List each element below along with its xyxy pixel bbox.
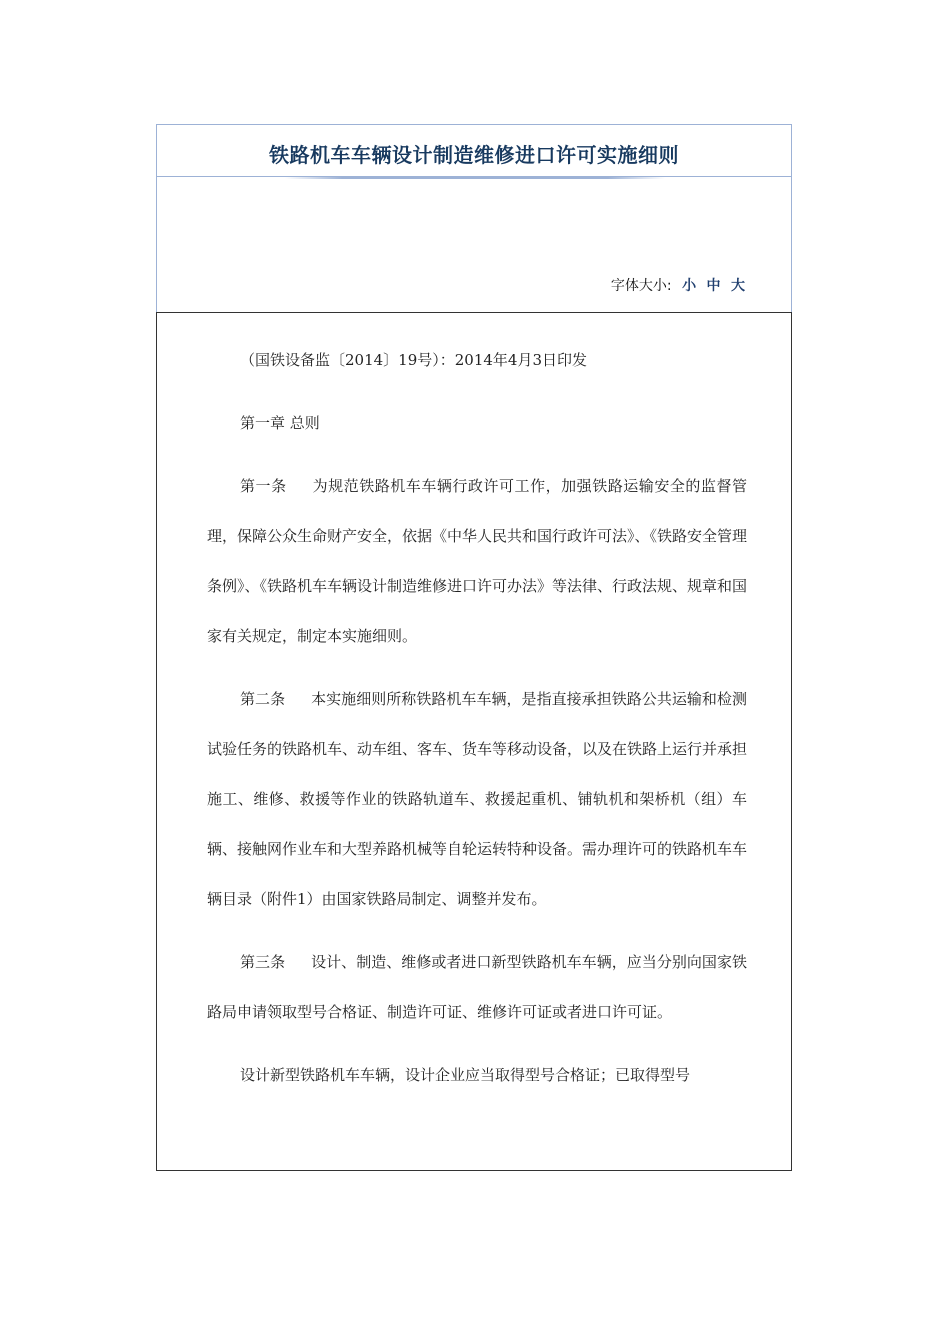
article-3-number: 第三条 — [240, 953, 286, 971]
article-2-text: 本实施细则所称铁路机车车辆，是指直接承担铁路公共运输和检测试验任务的铁路机车、动车组、客车、货车等移动设备，以及在铁路上运行并承担施工、维修、救援等作业的铁路轨道车、救援起重机、铺轨机和架桥机（组）车辆、接触网作业车和大型养路机械等自轮运转特种设备。需办理许可的铁路机车车辆目录（附件1）由国家铁路局制定、调整并发布。 — [207, 690, 748, 908]
title-row — [157, 125, 791, 177]
chapter-heading: 第一章 总则 — [240, 414, 320, 432]
article-1 — [207, 461, 747, 661]
issue-line: （国铁设备监〔2014〕19号）：2014年4月3日印发 — [240, 351, 588, 369]
article-3 — [207, 937, 747, 1037]
article-1-text: 为规范铁路机车车辆行政许可工作，加强铁路运输安全的监督管理，保障公众生命财产安全，依据《中华人民共和国行政许可法》、《铁路安全管理条例》、《铁路机车车辆设计制造维修进口许可办法》等法律、行政法规、规章和国家有关规定，制定本实施细则。 — [207, 477, 748, 645]
document-header — [156, 124, 792, 312]
article-2 — [207, 674, 747, 924]
font-size-small-link[interactable]: 小 — [682, 278, 697, 294]
paragraph-design: 设计新型铁路机车车辆，设计企业应当取得型号合格证；已取得型号 — [240, 1066, 691, 1084]
font-size-medium-link[interactable]: 中 — [706, 278, 721, 294]
article-3-text: 设计、制造、维修或者进口新型铁路机车车辆，应当分别向国家铁路局申请领取型号合格证、制造许可证、维修许可证或者进口许可证。 — [207, 953, 747, 1021]
font-size-switcher — [611, 275, 745, 295]
font-size-large-link[interactable]: 大 — [731, 278, 745, 294]
title-underline — [285, 177, 665, 179]
font-size-label: 字体大小: — [610, 278, 672, 294]
document-title: 铁路机车车辆设计制造维修进口许可实施细则 — [269, 143, 679, 167]
document-content — [207, 335, 747, 1113]
document-body[interactable] — [156, 312, 792, 1171]
document-frame — [156, 124, 792, 1171]
article-1-number: 第一条 — [240, 477, 287, 495]
article-2-number: 第二条 — [240, 690, 286, 708]
